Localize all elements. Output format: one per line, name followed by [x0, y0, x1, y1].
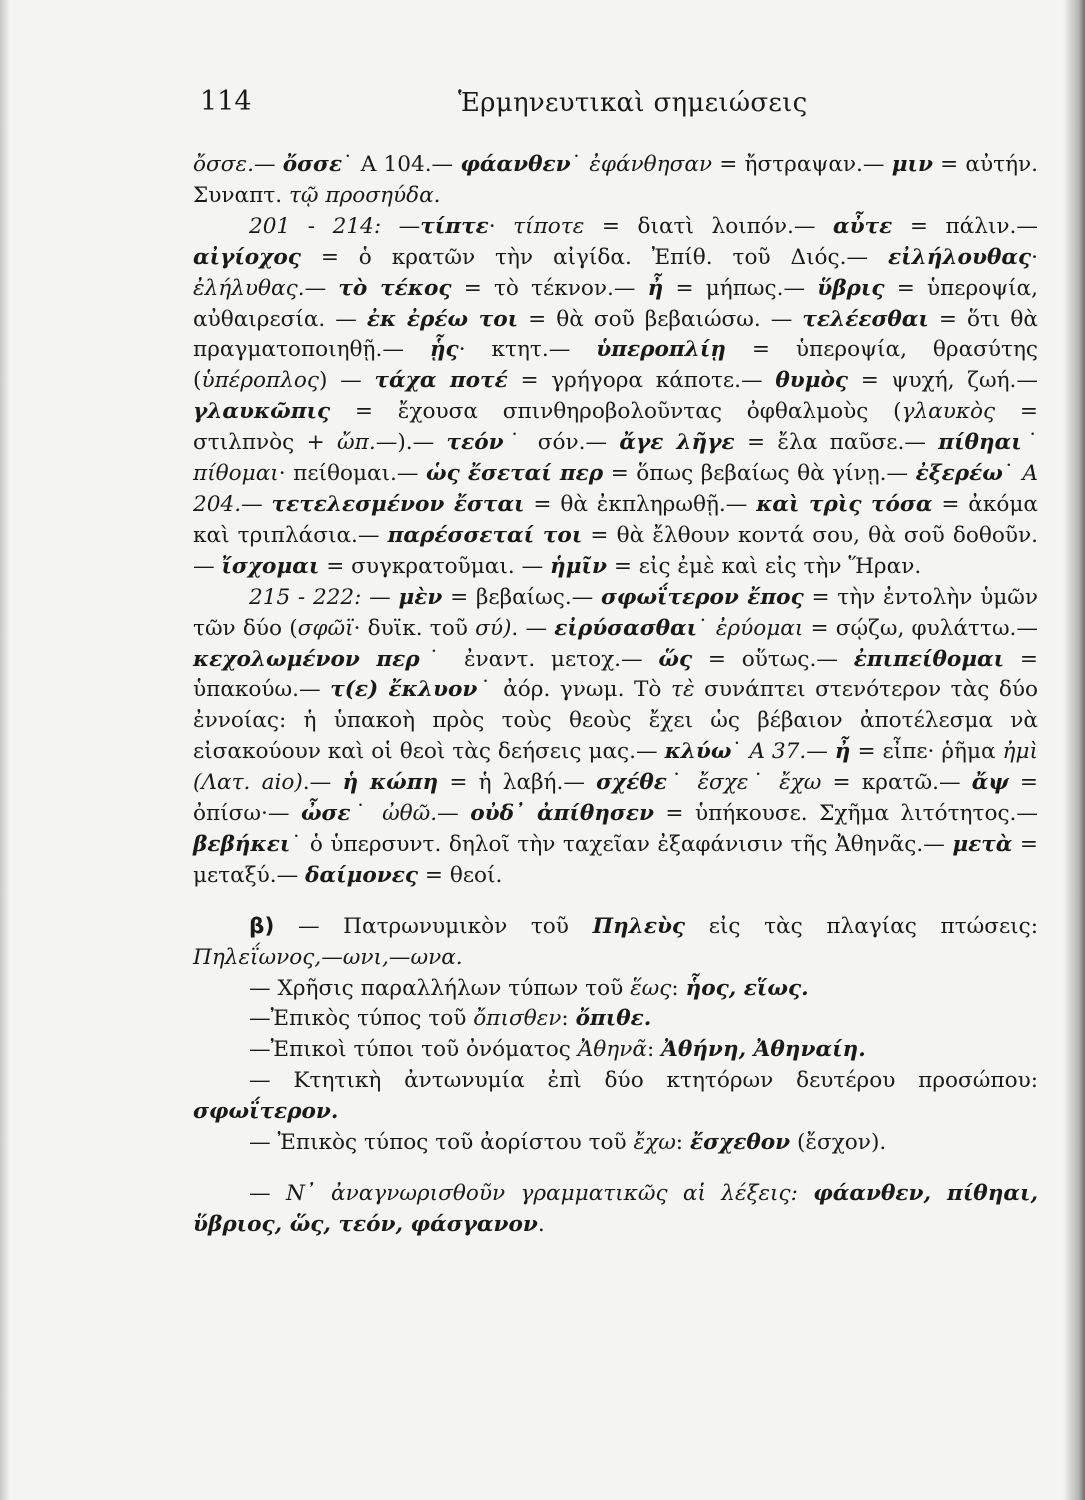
lemma-text: ὕβρις — [817, 275, 885, 301]
lemma-text: βεβήκει — [193, 831, 291, 857]
lemma-text: φάανθεν — [460, 152, 571, 177]
text-run: = συγκρατοῦμαι. — — [319, 553, 551, 579]
text-run: εἰς τὰς πλαγίας πτώσεις: — [685, 913, 1039, 939]
text-run: ˙ — [731, 739, 750, 765]
text-run: — — [249, 1181, 286, 1206]
lemma-text: φάανθεν, πίθηαι, ὕβριος, ὥς, τεόν, φάσγανον — [193, 1181, 1038, 1237]
text-run: = ὑπακούω.— — [193, 646, 1038, 703]
lemma-text: ἐκ ἐρέω τοι — [366, 306, 519, 332]
paragraph-grammar-5 — [193, 1128, 1038, 1159]
text-run — [798, 1181, 813, 1206]
text-run: = τὴν ἐντολὴν ὑμῶν τῶν δύο ( — [193, 584, 1039, 641]
lemma-text: τελέεσθαι — [802, 306, 929, 332]
italic-text: τῷ προσηύδα. — [288, 182, 441, 208]
lemma-text: ᾗς — [429, 337, 459, 363]
page-header — [200, 86, 1040, 126]
text-run: ˙ — [350, 801, 383, 827]
text-run: = ἡ λαβή.— — [438, 770, 597, 796]
text-run: ˙ Α 104.— — [342, 152, 461, 177]
paragraph-exercise — [193, 1179, 1038, 1241]
text-run: . — [537, 1211, 545, 1237]
lemma-text: ἡμῖν — [550, 553, 607, 579]
text-run: ˙ — [1002, 461, 1023, 487]
lemma-text: θυμὸς — [775, 368, 849, 394]
text-run: — — [253, 152, 283, 177]
text-run: : — [671, 975, 686, 1001]
page-edge-left — [0, 0, 10, 1500]
text-run: · κτητ.— — [458, 337, 597, 363]
text-run: = αὐτήν. Συναπτ. — [193, 152, 1038, 208]
lemma-text: γλαυκῶπις — [193, 399, 331, 425]
lemma-text: ὑπεροπλίῃ — [596, 337, 726, 363]
text-run: — — [361, 584, 399, 610]
lemma-text: εἰρύσασθαι — [554, 615, 698, 641]
text-run: = ἔχουσα σπινθηροβολοῦντας ὀφθαλμοὺς ( — [330, 399, 902, 425]
lemma-text: ὄσσε — [282, 152, 343, 177]
exercise-gap — [193, 1159, 1038, 1179]
text-run: — Χρῆσις παραλλήλων τύπων τοῦ — [249, 975, 631, 1001]
italic-text: τὲ — [671, 677, 695, 703]
lemma-text: εἰλήλουθας — [888, 244, 1032, 270]
italic-text: Α 37. — [749, 739, 807, 765]
section-marker: β) — [249, 913, 275, 939]
lemma-text: ὄπιθε. — [575, 1006, 652, 1032]
text-run: συνάπτει στενότερον τὰς δύο ἐννοίας: ἡ ὑπακοὴ πρὸς τοὺς θεοὺς ἔχει ὡς βέβαιον ἀποτέλεσμα νὰ εἰσακούουν καὶ οἱ θεοὶ τὰς δεήσεις μας.— — [193, 677, 1038, 765]
text-run: —).— — [375, 430, 447, 456]
text-run: = θὰ σοῦ βεβαιώσω. — — [518, 306, 803, 332]
italic-text: τίποτε — [513, 213, 585, 239]
text-run: = βεβαίως.— — [442, 584, 601, 610]
paragraph-grammar-4 — [193, 1066, 1038, 1128]
lemma-text: ἐπιπείθομαι — [853, 646, 1005, 672]
text-run: = ψυχή, ζωή.— — [848, 368, 1038, 394]
paragraph-verses-215-222 — [193, 583, 1038, 892]
lemma-text: αἰγίοχος — [193, 244, 301, 270]
text-run: ˙ ἀόρ. γνωμ. Τὸ — [477, 677, 672, 703]
lemma-text: ὥς — [658, 646, 693, 672]
text-run: — — [241, 491, 272, 517]
italic-text: Ν᾽ ἀναγνωρισθοῦν γραμματικῶς αἱ λέξεις: — [285, 1181, 798, 1206]
lemma-text: τεόν — [446, 430, 504, 456]
lemma-text: ἴσχομαι — [221, 553, 320, 579]
text-run: — Ἐπικὸς τύπος τοῦ ἀορίστου τοῦ — [249, 1130, 634, 1156]
text-run: = σῴζω, φυλάττω.— — [803, 615, 1039, 641]
text-run: = στιλπνὸς + — [193, 399, 1038, 456]
lemma-text: σφωΐτερον. — [193, 1099, 339, 1125]
text-run: = μεταξύ.— — [193, 831, 1038, 888]
italic-text: 215 - 222: — [249, 584, 362, 610]
italic-text: ἐρύομαι — [715, 615, 804, 641]
italic-text: ἔσχε — [697, 770, 749, 796]
text-run: .— — [302, 770, 343, 796]
lemma-text: τίπτε — [420, 213, 489, 239]
lemma-text: ἔσχεθον — [689, 1130, 791, 1156]
text-run: — — [304, 275, 339, 301]
lemma-text: δαίμονες — [305, 862, 419, 888]
italic-text: ἕως — [630, 975, 672, 1001]
lemma-text: παρέσσεταί τοι — [387, 522, 583, 548]
text-run: = ὁ κρατῶν τὴν αἰγίδα. Ἐπίθ. τοῦ Διός.— — [300, 244, 888, 270]
text-run: · πείθομαι.— — [278, 461, 427, 487]
commentary-body — [193, 150, 1038, 1241]
text-run: ˙ ὁ ὑπερσυντ. δηλοῖ τὴν ταχεῖαν ἐξαφάνισιν τῆς Ἀθηνᾶς.— — [290, 831, 953, 857]
lemma-text: καὶ τρὶς τόσα — [756, 491, 933, 517]
italic-text: 201 - 214: — [249, 213, 382, 239]
text-run: — Κτητικὴ ἀντωνυμία ἐπὶ δύο κτητόρων δευτέρου προσώπου: — [249, 1068, 1038, 1094]
italic-text: Πηλεΐωνος,—ωνι,—ωνα. — [193, 944, 463, 970]
text-run: = ὑπεροψία, θρασύτης ( — [193, 337, 1038, 394]
lemma-text: τετελεσμένον ἔσται — [271, 491, 525, 517]
italic-text: ἔχω — [779, 770, 822, 796]
italic-text: ἐφάνθησαν — [589, 152, 713, 177]
italic-text: ἐλήλυθας. — [193, 275, 305, 301]
text-run: = θεοί. — [418, 862, 503, 888]
lemma-text: ὦσε — [300, 801, 351, 827]
lemma-text: ἦ — [647, 275, 664, 301]
italic-text: πίθομαι — [193, 461, 279, 487]
lemma-text: μὲν — [398, 584, 443, 610]
text-run: : — [561, 1006, 576, 1032]
text-run: ˙ — [666, 770, 698, 796]
lemma-text: μετὰ — [952, 831, 1013, 857]
italic-text: ὤπ. — [337, 430, 376, 456]
text-run: = ὅπως βεβαίως θὰ γίνῃ.— — [603, 461, 916, 487]
text-run: ) — — [319, 368, 375, 394]
lemma-text: οὐδ᾽ ἀπίθησεν — [470, 801, 654, 827]
text-run: · δυϊκ. τοῦ — [353, 615, 476, 641]
text-run: : — [646, 1037, 662, 1063]
text-run: ˙ σόν.— — [503, 430, 620, 456]
page-number: 114 — [200, 86, 252, 117]
lemma-text: ἧος, εἵως. — [685, 975, 809, 1001]
paragraph-grammar-3 — [193, 1035, 1038, 1066]
italic-text: σφῶϊ — [297, 615, 354, 641]
paragraph-grammar-beta — [193, 912, 1038, 974]
text-run: : — [675, 1130, 690, 1156]
text-run: ˙ — [748, 770, 780, 796]
text-run: ˙ — [697, 615, 716, 641]
italic-text: σύ) — [475, 615, 512, 641]
text-run: · — [488, 213, 514, 239]
page-edge-right — [1063, 0, 1085, 1500]
text-run: = πάλιν.— — [892, 213, 1038, 239]
text-run: = εἶπε· ῥῆμα — [850, 739, 1003, 765]
italic-text: ἔχω — [633, 1130, 676, 1156]
lemma-text: ἄψ — [971, 770, 1009, 796]
section-gap — [193, 892, 1038, 912]
lemma-text: τάχα ποτέ — [374, 368, 508, 394]
text-run: — — [806, 739, 835, 765]
lemma-text: τὸ τέκος — [338, 275, 452, 301]
text-run: (ἔσχον). — [790, 1130, 887, 1156]
text-run: — — [437, 801, 471, 827]
text-run: ˙ — [1021, 430, 1038, 456]
lemma-text: ἦ — [834, 739, 851, 765]
text-run: = κρατῶ.— — [821, 770, 972, 796]
text-run: = ἀκόμα καὶ τριπλάσια.— — [193, 491, 1038, 548]
text-run: · — [1031, 244, 1038, 270]
paragraph-grammar-1 — [193, 974, 1038, 1005]
text-run: = τὸ τέκνον.— — [451, 275, 648, 301]
lemma-text: ἄγε λῆγε — [619, 430, 735, 456]
italic-text: Α 204. — [193, 461, 1039, 517]
paragraph-grammar-2 — [193, 1004, 1038, 1035]
lemma-text: ἐξερέω — [915, 461, 1003, 487]
lemma-text: ὡς ἔσεταί περ — [426, 461, 604, 487]
running-title: Ἑρμηνευτικαὶ σημειώσεις — [458, 88, 808, 118]
text-run: ˙ — [570, 152, 590, 177]
text-run: . — — [511, 615, 555, 641]
text-run: = διατὶ λοιπόν.— — [584, 213, 834, 239]
italic-text: ὑπέροπλος — [201, 368, 320, 394]
lemma-text: σφωΐτερον ἔπος — [601, 584, 804, 610]
text-run: = ὑπήκουσε. Σχῆμα λιτότητος.— — [653, 801, 1038, 827]
text-run: —Ἐπικοὶ τύποι τοῦ ὀνόματος — [249, 1037, 578, 1063]
text-run: = θὰ ἔλθουν κοντά σου, θὰ σοῦ δοθοῦν.— — [193, 522, 1039, 579]
lemma-text: σχέθε — [596, 770, 667, 796]
text-run: = οὕτως.— — [692, 646, 854, 672]
text-run: = γρήγορα κάποτε.— — [507, 368, 776, 394]
text-run: = μήπως.— — [663, 275, 818, 301]
paragraph-verses-201-214 — [193, 212, 1038, 583]
italic-text: Ἀθηνᾶ — [577, 1037, 647, 1063]
lemma-text: Πηλεὺς — [592, 913, 686, 939]
lemma-text: τ(ε) ἔκλυον — [330, 677, 478, 703]
text-run: = θὰ ἐκπληρωθῇ.— — [524, 491, 757, 517]
lemma-text: κλύω — [664, 739, 732, 765]
text-run: — — [381, 213, 421, 239]
lemma-text: αὖτε — [833, 213, 893, 239]
text-run: = ἤστραψαν.— — [712, 152, 892, 177]
text-run: = ἔλα παῦσε.— — [734, 430, 939, 456]
italic-text: γλαυκὸς — [901, 399, 996, 425]
lemma-text: ἡ κώπη — [342, 770, 439, 796]
text-run: — Πατρωνυμικὸν τοῦ — [274, 913, 593, 939]
italic-text: ὄσσε. — [193, 152, 254, 177]
lemma-text: μιν — [891, 152, 933, 177]
text-run: = εἰς ἐμὲ καὶ εἰς τὴν Ἥραν. — [606, 553, 922, 579]
lemma-text: κεχολωμένον περ — [193, 646, 420, 672]
paragraph-notes-intro — [193, 150, 1038, 212]
italic-text: ἠμὶ (Λατ. aio) — [193, 739, 1038, 796]
italic-text: ὄπισθεν — [473, 1006, 562, 1032]
text-run: —Ἐπικὸς τύπος τοῦ — [249, 1006, 474, 1032]
text-run: ˙ ἐναντ. μετοχ.— — [419, 646, 659, 672]
lemma-text: πίθηαι — [938, 430, 1022, 456]
lemma-text: Ἀθήνη, Ἀθηναίη. — [661, 1037, 866, 1063]
italic-text: ὠθῶ. — [382, 801, 438, 827]
text-run: = ὀπίσω·— — [193, 770, 1038, 827]
text-run: = ὑπεροψία, αὐθαιρεσία. — — [193, 275, 1039, 332]
text-run: = ὅτι θὰ πραγματοποιηθῇ.— — [193, 306, 1038, 363]
